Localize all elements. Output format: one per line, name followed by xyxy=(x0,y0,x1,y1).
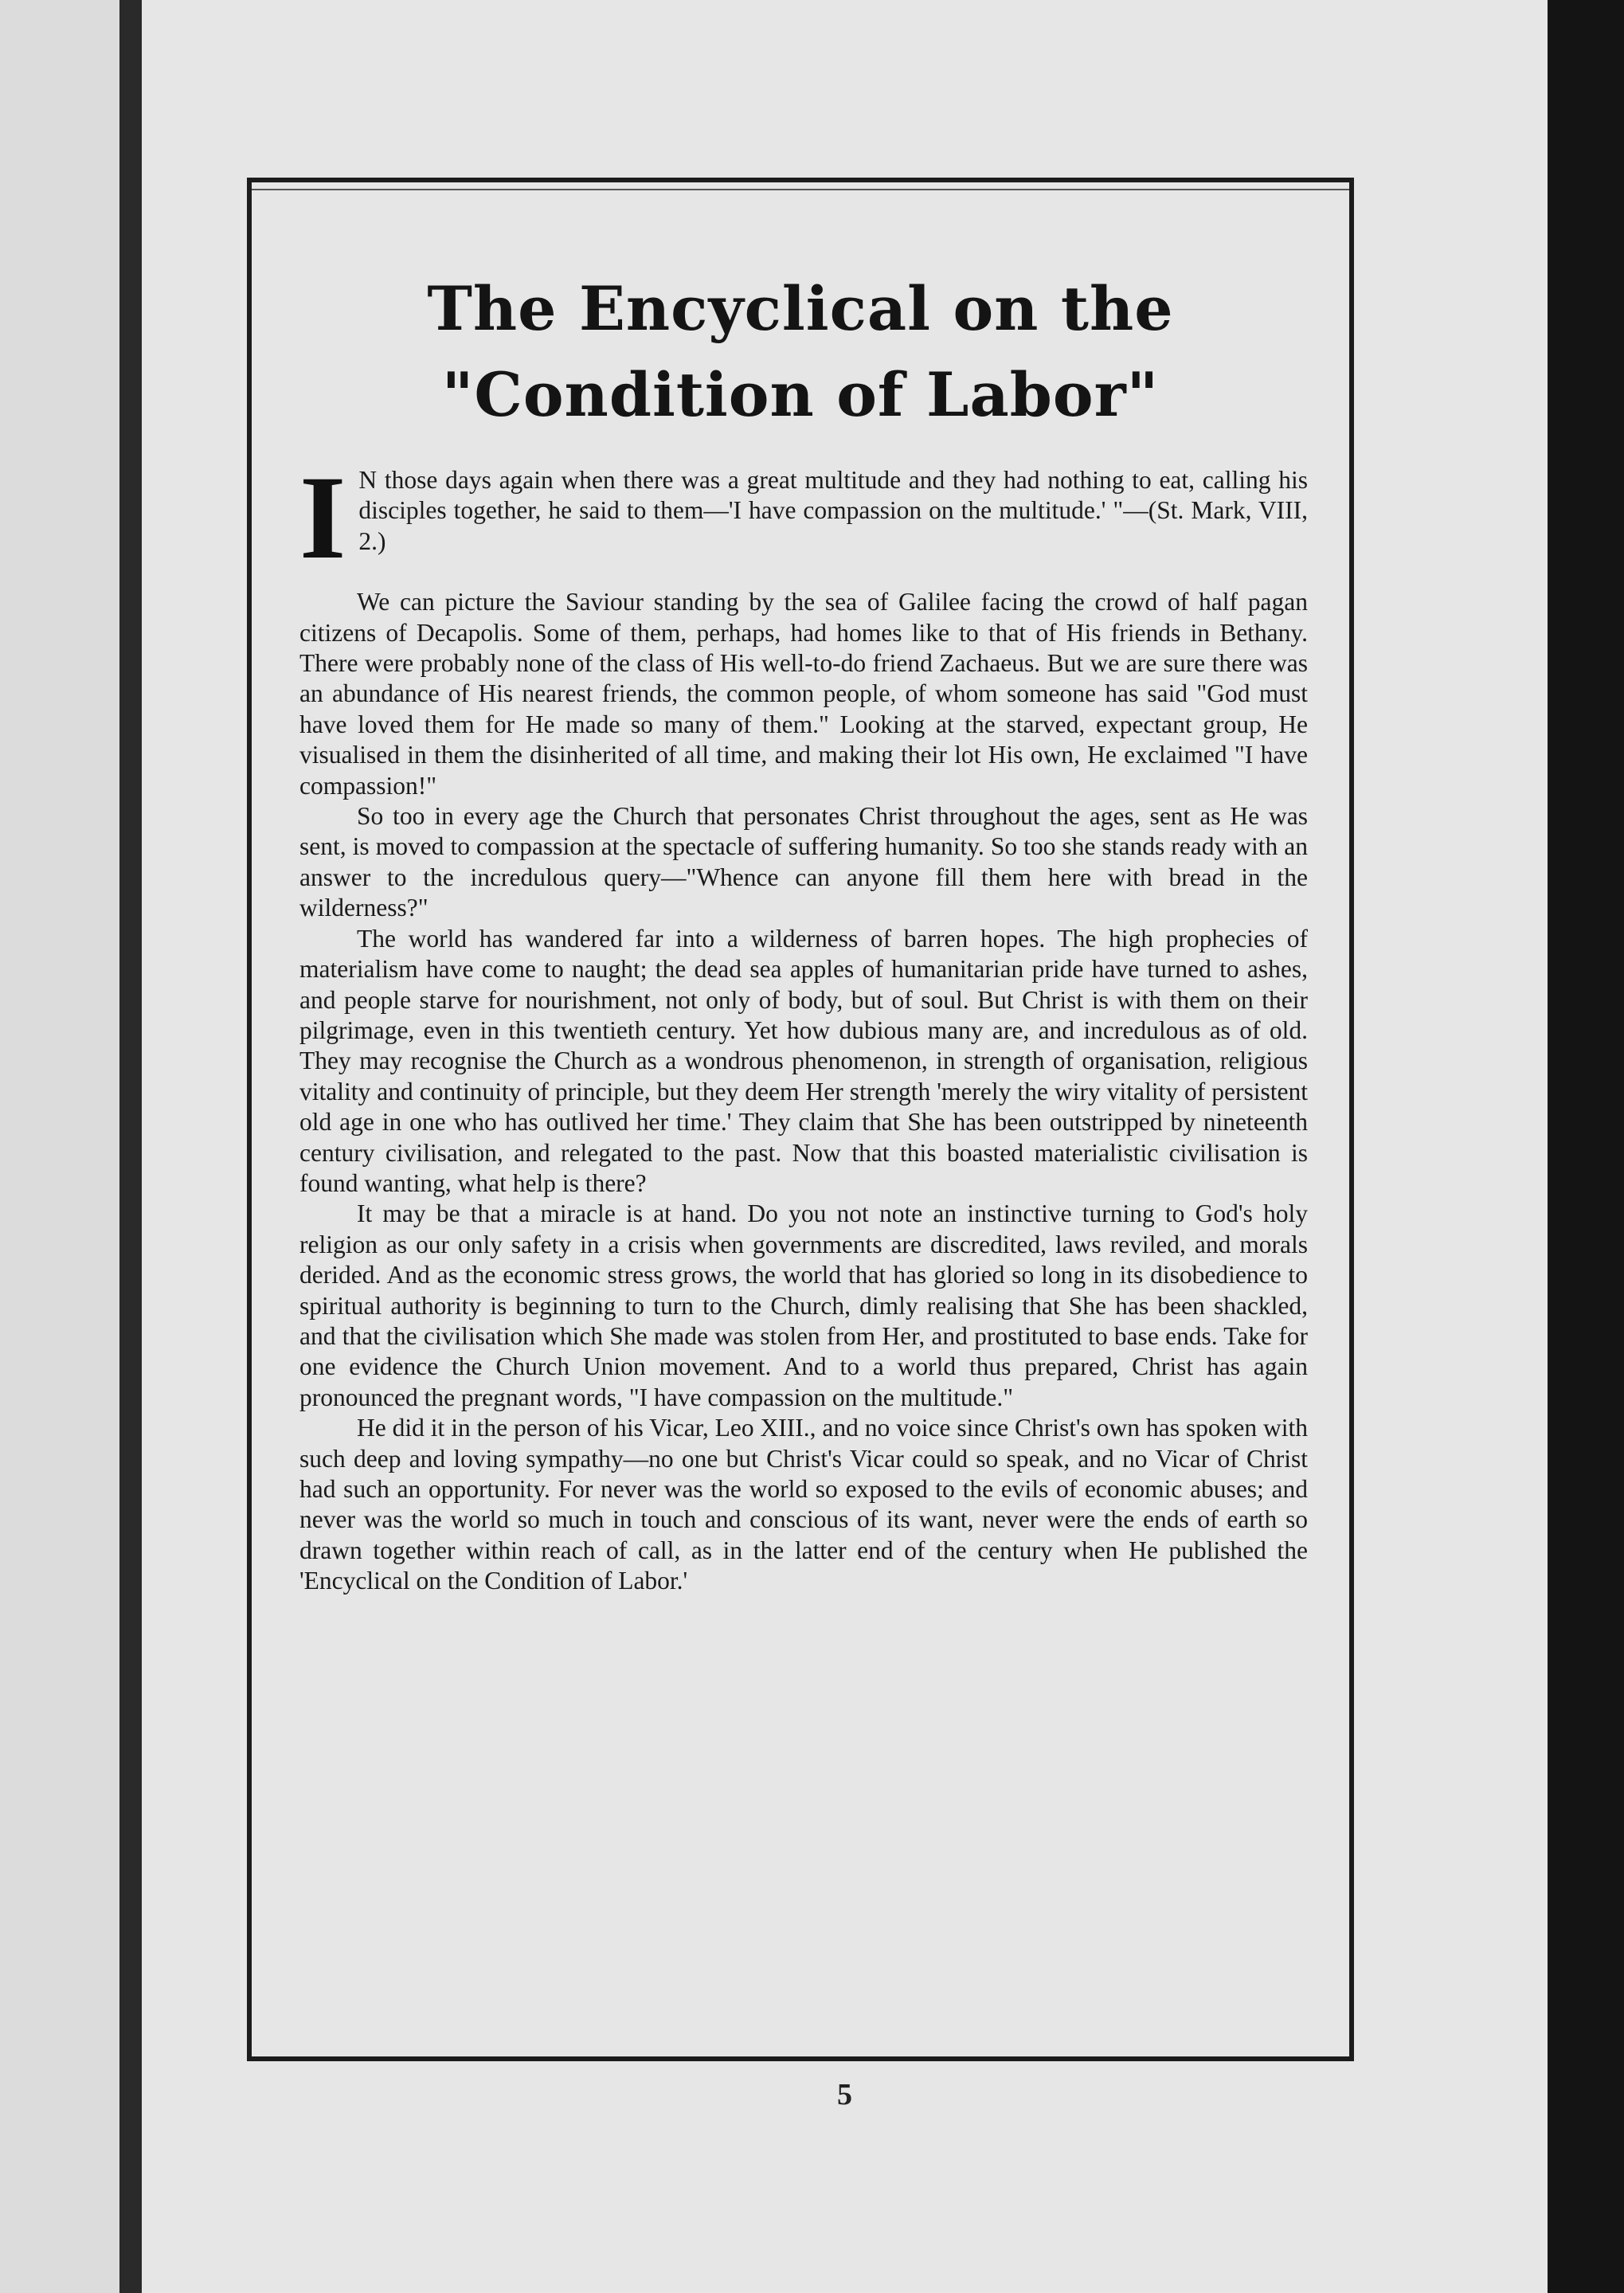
paragraph: We can picture the Saviour standing by the sea of Galilee facing the crowd of half pagan citizens of Decapolis. Some of them, perhaps, had homes like to that of His friends in Bethany. There were probably none of the class of His well-to-do friend Zachaeus. But we are sure there was an abundance of His nearest friends, the common people, of whom someone has said "God must have loved them for He made so many of them." Looking at the starved, expectant group, He visualised in them the disinherited of all time, and making their lot His own, He exclaimed "I have compassion!" xyxy=(299,588,1308,800)
page-number: 5 xyxy=(837,2078,852,2111)
drop-cap: I xyxy=(299,452,346,584)
article-title: The Encyclical on the "Condition of Labor" xyxy=(427,273,1174,430)
article-body xyxy=(299,452,1308,1597)
text-frame xyxy=(247,178,1354,2061)
paragraph: It may be that a miracle is at hand. Do you not note an instinctive turning to God's holy religion as our only safety in a crisis when governments are discredited, laws reviled, and morals derided. And as the economic stress grows, the world that has gloried so long in its disobedience to spiritual authority is beginning to turn to the Church, dimly realising that She has been shackled, and that the civilisation which She made was stolen from Her, and prostituted to base ends. Take for one evidence the Church Union movement. And to a world thus prepared, Christ has again pronounced the pregnant words, "I have compassion on the multitude." xyxy=(299,1199,1308,1411)
facing-page xyxy=(0,0,119,2293)
paragraph: The world has wandered far into a wilderness of barren hopes. The high prophecies of materialism have come to naught; the dead sea apples of humanitarian pride have turned to ashes, and people starve for nourishment, not only of body, but of soul. But Christ is with them on their pilgrimage, even in this twentieth century. Yet how dubious many are, and incredulous as of old. They may recognise the Church as a wondrous phenomenon, in strength of organisation, religious vitality and continuity of principle, but they deem Her strength 'merely the wiry vitality of persistent old age in one who has outlived her time.' They claim that She has been outstripped by nineteenth century civilisation, and relegated to the past. Now that this boasted materialistic civilisation is found wanting, what help is there? xyxy=(299,924,1308,1197)
lead-text: N those days again when there was a great multitude and they had nothing to eat, calling his disciples together, he said to them—'I have compassion on the multitude.' "—(St. Mark, VIII, 2.) xyxy=(358,466,1308,555)
scan-border xyxy=(1548,0,1624,2293)
paragraph: He did it in the person of his Vicar, Leo XIII., and no voice since Christ's own has spoken with such deep and loving sympathy—no one but Christ's Vicar could so speak, and no Vicar of Christ had such an opportunity. For never was the world so exposed to the evils of economic abuses; and never was the world so much in touch and conscious of its want, never were the ends of earth so drawn together within reach of call, as in the latter end of the century when He published the 'Encyclical on the Condition of Labor.' xyxy=(299,1414,1308,1595)
page xyxy=(142,0,1548,2293)
paragraph: So too in every age the Church that personates Christ throughout the ages, sent as He was sent, is moved to compassion at the spectacle of suffering humanity. So too she stands ready with an answer to the incredulous query—"Whence can anyone fill them here with bread in the wilderness?" xyxy=(299,802,1308,922)
lead-paragraph xyxy=(299,452,1308,584)
book-gutter xyxy=(119,0,142,2293)
